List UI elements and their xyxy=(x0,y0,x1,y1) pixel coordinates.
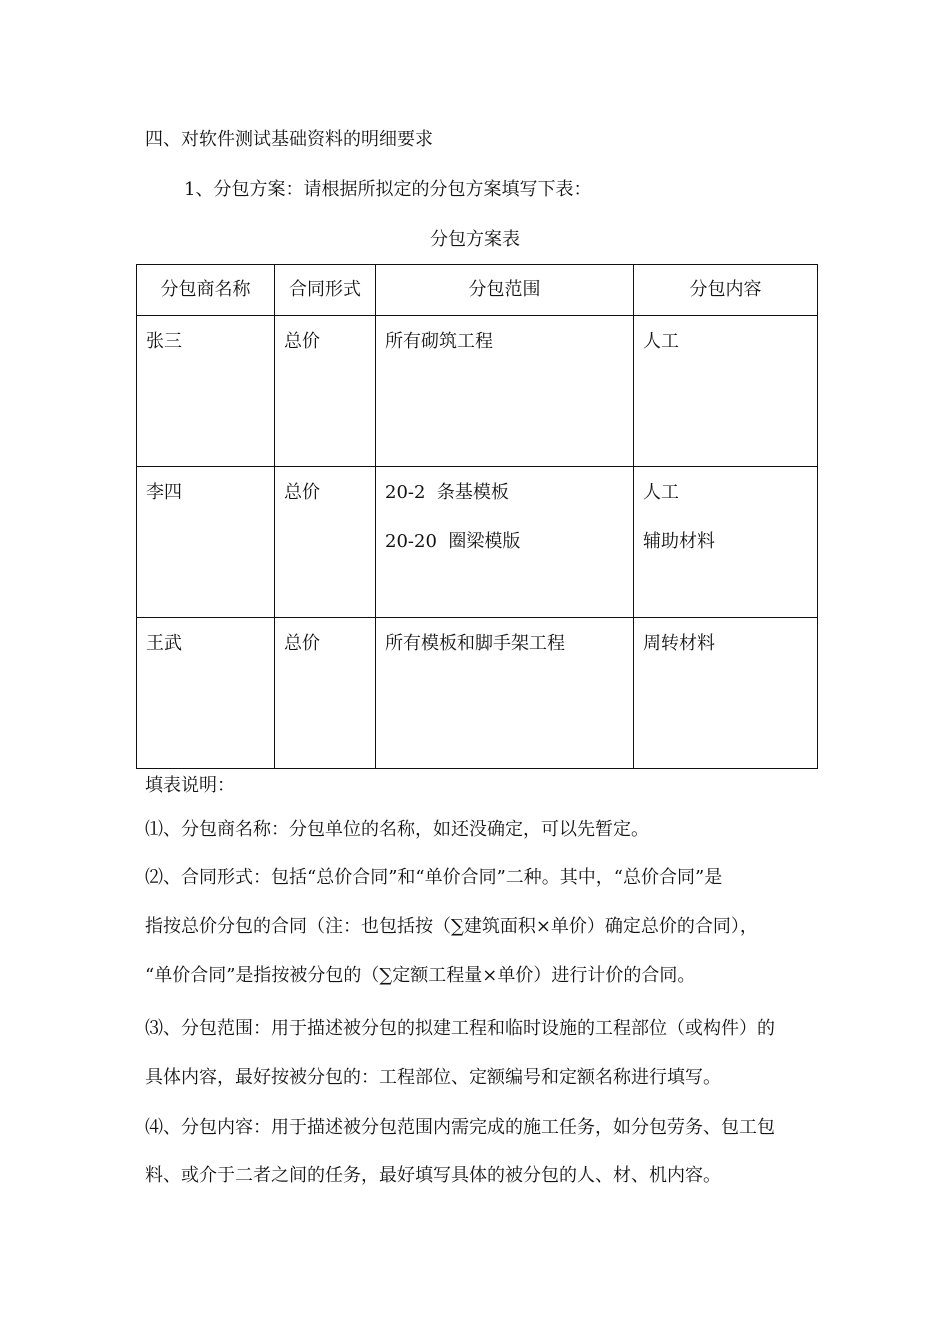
cell-text: 人工 xyxy=(643,482,679,503)
table-header-row xyxy=(137,265,818,316)
note-line: ⑵、合同形式：包括“总价合同”和“单价合同”二种。其中，“总价合同”是 xyxy=(145,867,723,888)
note-line: ⑷、分包内容：用于描述被分包范围内需完成的施工任务，如分包劳务、包工包 xyxy=(145,1117,775,1138)
item-intro: 1、分包方案：请根据所拟定的分包方案填写下表： xyxy=(184,179,592,200)
note-line: 料、或介于二者之间的任务，最好填写具体的被分包的人、材、机内容。 xyxy=(145,1165,721,1186)
cell-contract xyxy=(275,618,376,769)
cell-text: 20-2 条基模板 xyxy=(385,482,509,503)
note-line: “单价合同”是指按被分包的（∑定额工程量×单价）进行计价的合同。 xyxy=(145,965,696,986)
cell-scope xyxy=(376,467,634,618)
note-line: 指按总价分包的合同（注：也包括按（∑建筑面积×单价）确定总价的合同）， xyxy=(145,916,758,937)
cell-text: 所有模板和脚手架工程 xyxy=(385,633,565,654)
note-line: ⑴、分包商名称：分包单位的名称，如还没确定，可以先暂定。 xyxy=(145,819,649,840)
cell-text: 总价 xyxy=(284,482,320,503)
section-heading: 四、对软件测试基础资料的明细要求 xyxy=(145,129,433,150)
cell-text: 所有砌筑工程 xyxy=(385,331,493,352)
note-line: 具体内容，最好按被分包的：工程部位、定额编号和定额名称进行填写。 xyxy=(145,1067,721,1088)
cell-text: 人工 xyxy=(643,331,679,352)
cell-content xyxy=(634,467,818,618)
cell-name xyxy=(137,316,275,467)
cell-scope xyxy=(376,618,634,769)
table-row xyxy=(137,618,818,769)
cell-scope xyxy=(376,316,634,467)
cell-name xyxy=(137,467,275,618)
cell-text: 总价 xyxy=(284,331,320,352)
cell-text: 总价 xyxy=(284,633,320,654)
cell-text: 王武 xyxy=(146,633,182,654)
cell-content xyxy=(634,618,818,769)
subcontract-plan-table xyxy=(136,264,818,769)
note-line: ⑶、分包范围：用于描述被分包的拟建工程和临时设施的工程部位（或构件）的 xyxy=(145,1018,775,1039)
cell-content xyxy=(634,316,818,467)
cell-text: 20-20 圈梁模版 xyxy=(385,531,521,552)
table-title: 分包方案表 xyxy=(430,229,520,250)
cell-name xyxy=(137,618,275,769)
header-contract-type: 合同形式 xyxy=(275,265,376,316)
cell-text: 辅助材料 xyxy=(643,531,715,552)
header-scope: 分包范围 xyxy=(376,265,634,316)
cell-text: 周转材料 xyxy=(643,633,715,654)
table-row xyxy=(137,316,818,467)
header-content: 分包内容 xyxy=(634,265,818,316)
cell-text: 李四 xyxy=(146,482,182,503)
notes-title: 填表说明： xyxy=(145,775,235,796)
header-subcontractor-name: 分包商名称 xyxy=(137,265,275,316)
cell-text: 张三 xyxy=(146,331,182,352)
cell-contract xyxy=(275,467,376,618)
cell-contract xyxy=(275,316,376,467)
table-row xyxy=(137,467,818,618)
